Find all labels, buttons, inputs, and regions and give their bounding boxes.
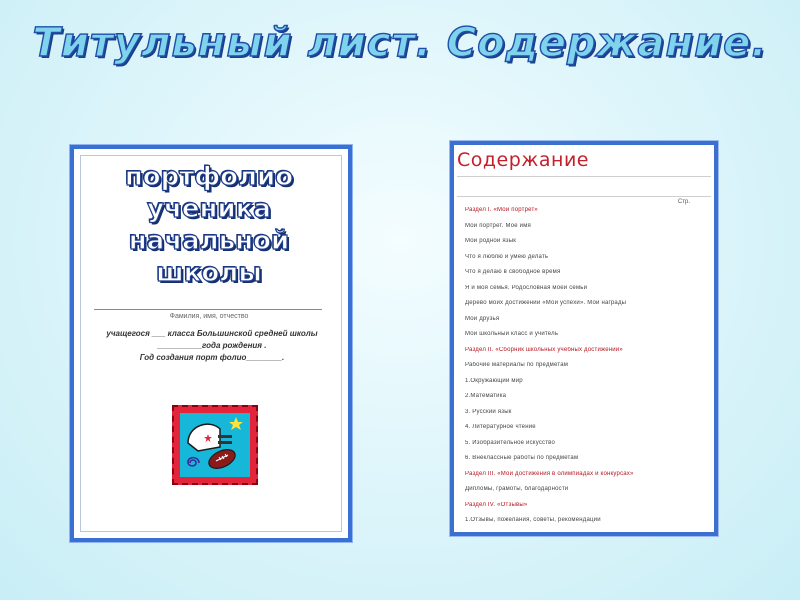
portfolio-title-line-2: ученика xyxy=(147,194,271,224)
contents-item: Я и моя семья. Родословная моей семьи xyxy=(465,284,588,291)
contents-item: 1.Отзывы, пожелания, советы, рекомендации xyxy=(465,517,601,523)
contents-page-preview xyxy=(450,141,718,536)
contents-heading: Содержание xyxy=(457,149,589,171)
contents-page-label: Стр. xyxy=(677,199,690,205)
contents-item: 2.Математика xyxy=(465,393,507,399)
slide-title: Титульный лист. Содержание. xyxy=(32,20,768,66)
contents-item: Мои друзья xyxy=(465,315,500,322)
football-sports-icon xyxy=(172,405,258,485)
contents-section-item: Раздел III. «Мои достижения в олимпиадах и конкурсах» xyxy=(465,470,634,477)
contents-item: Дерево моих достижений «Мои успехи». Мои награды xyxy=(465,300,627,306)
contents-item: Мой школьный класс и учитель xyxy=(465,331,559,337)
portfolio-title-line-3: начальной школы xyxy=(128,226,290,288)
contents-item: Мой портрет. Мое имя xyxy=(465,222,531,229)
portfolio-title-line-1: портфолио xyxy=(124,162,294,192)
contents-item: 6. Внеклассные работы по предметам xyxy=(465,455,579,461)
birth-year-line: __________года рождения . xyxy=(157,341,267,350)
name-line xyxy=(94,309,322,310)
contents-section-item: Раздел II. «Сборник школьных учебных достижений» xyxy=(465,346,623,353)
contents-section-item: Раздел I. «Мой портрет» xyxy=(465,207,538,213)
contents-item: 4. Литературное чтение xyxy=(465,424,536,430)
football-sports-icon-graphic xyxy=(180,413,246,473)
contents-list xyxy=(465,207,710,533)
contents-item: 1.Окружающий мир xyxy=(465,377,523,384)
contents-item: 5. Изобразительное искусство xyxy=(465,439,556,446)
contents-item: 3. Русский язык xyxy=(465,408,512,415)
title-page-preview xyxy=(70,145,352,542)
contents-rule-bottom xyxy=(457,196,711,197)
contents-section-item: Раздел IV. «Отзывы» xyxy=(465,501,528,508)
contents-item: Что я делаю в свободное время xyxy=(465,269,561,275)
contents-item: Что я люблю и умею делать xyxy=(465,253,549,260)
name-caption: Фамилия, имя, отчество xyxy=(169,313,249,320)
contents-item: Мой родной язык xyxy=(465,238,517,244)
contents-item: Дипломы, грамоты, благодарности xyxy=(465,486,569,492)
contents-item: Рабочие материалы по предметам xyxy=(465,362,569,368)
contents-rule-top xyxy=(457,176,711,177)
portfolio-year-line: Год создания порт фолио________. xyxy=(139,353,285,362)
student-class-line: учащегося ___ класса Большинской средней школы xyxy=(106,329,318,338)
